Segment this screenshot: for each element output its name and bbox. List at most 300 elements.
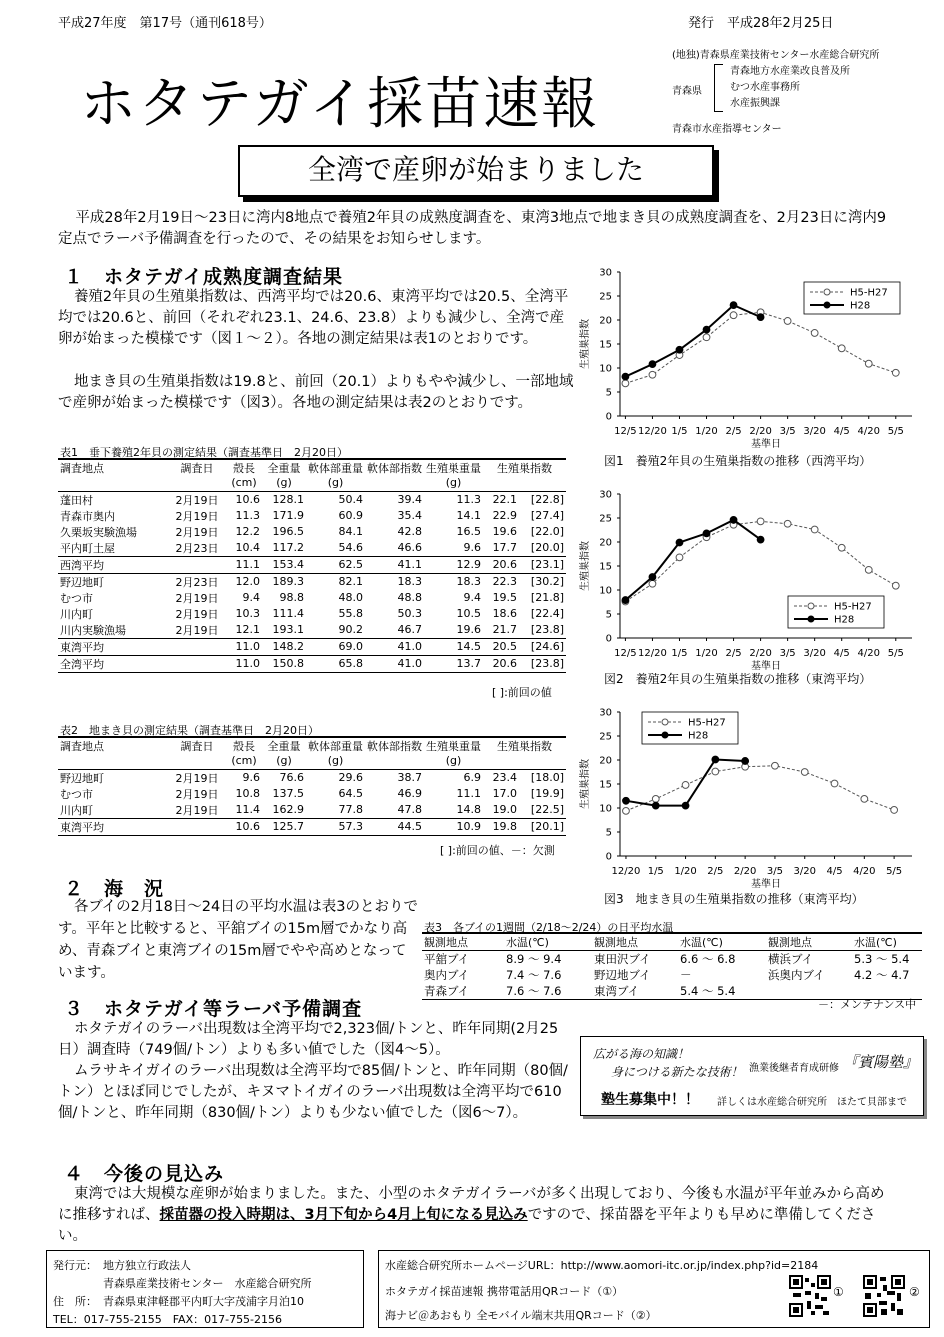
table-cell: 東湾平均 bbox=[60, 820, 104, 834]
table1-header: 調査日 bbox=[180, 462, 214, 475]
data-point bbox=[676, 554, 683, 561]
table-cell: [22.4] bbox=[530, 607, 564, 621]
x-tick-label: 1/5 bbox=[647, 866, 664, 877]
org-item: むつ水産事務所 bbox=[730, 82, 800, 93]
org-bracket bbox=[714, 64, 723, 112]
x-tick-label: 3/20 bbox=[793, 866, 816, 877]
data-point bbox=[784, 520, 791, 527]
table-cell: 18.3 bbox=[456, 575, 481, 589]
publish-date: 発行 平成28年2月25日 bbox=[688, 16, 834, 31]
section4-text-a: 東湾では大規模な産卵が始まりました。また、小型のホタテガイラーバが多く出現しており、今後も水温が平年並みから高めに推移すれば、 bbox=[58, 1186, 885, 1223]
x-tick-label: 2/5 bbox=[725, 648, 742, 659]
table-cell: 7.4 ～ 7.6 bbox=[506, 968, 562, 982]
table-cell: 65.8 bbox=[338, 657, 363, 671]
table-cell: 2月19日 bbox=[175, 771, 219, 785]
table3-caption: 表3 各ブイの1週間（2/18～2/24）の日平均水温 bbox=[424, 921, 674, 934]
y-tick-label: 25 bbox=[599, 291, 612, 303]
data-point bbox=[891, 807, 898, 814]
table-cell: 10.6 bbox=[235, 493, 260, 507]
table-cell: 20.5 bbox=[492, 640, 518, 654]
data-point bbox=[712, 756, 719, 763]
y-tick-label: 0 bbox=[605, 633, 612, 645]
table-cell: 12.2 bbox=[235, 525, 260, 539]
table3-note: －：メンテナンス中 bbox=[818, 998, 917, 1011]
table-cell: 44.5 bbox=[397, 820, 422, 834]
table-cell: 5.4 ～ 5.4 bbox=[680, 984, 736, 998]
table-cell: [23.8] bbox=[530, 657, 564, 671]
table-cell: 11.1 bbox=[235, 558, 260, 572]
table-cell: [19.9] bbox=[530, 787, 564, 801]
x-tick-label: 1/20 bbox=[695, 426, 718, 437]
x-tick-label: 2/20 bbox=[749, 648, 772, 659]
table-cell: 2月19日 bbox=[175, 803, 219, 817]
table-cell: 125.7 bbox=[272, 820, 304, 834]
table-cell: 14.1 bbox=[456, 509, 481, 523]
data-point bbox=[703, 530, 710, 537]
table2-header: 軟体部重量 bbox=[308, 740, 363, 753]
table-cell: 64.5 bbox=[338, 787, 363, 801]
table2-unit bbox=[58, 754, 168, 769]
table-cell: 蓬田村 bbox=[60, 493, 93, 507]
banner-recruit: 塾生募集中！！ bbox=[601, 1092, 699, 1108]
table-cell: 平内町土屋 bbox=[60, 541, 115, 555]
table-cell: 18.6 bbox=[492, 607, 518, 621]
table-cell: [22.0] bbox=[530, 525, 564, 539]
table-cell: 47.8 bbox=[397, 803, 422, 817]
table-cell: 46.7 bbox=[397, 623, 422, 637]
table-cell bbox=[168, 655, 226, 672]
table-cell bbox=[168, 556, 226, 573]
footer-url[interactable]: 水産総合研究所ホームページURL：http://www.aomori-itc.or.jp/index.php?id=2184 bbox=[385, 1259, 819, 1272]
table2-header: 殻長 bbox=[233, 740, 255, 753]
org-main: (地独)青森県産業技術センター水産総合研究所 bbox=[672, 50, 880, 61]
table2-note: [ ]:前回の値、－：欠測 bbox=[440, 844, 555, 857]
footer-publisher-2: 青森県産業技術センター 水産総合研究所 bbox=[103, 1277, 312, 1290]
data-point bbox=[623, 797, 630, 804]
table-cell: [23.1] bbox=[530, 558, 564, 572]
x-axis-label: 基準日 bbox=[751, 661, 781, 672]
table-cell: 13.7 bbox=[456, 657, 481, 671]
table-cell: 川内実験漁場 bbox=[60, 623, 126, 637]
table-cell: 9.6 bbox=[242, 771, 260, 785]
x-tick-label: 2/5 bbox=[707, 866, 724, 877]
table-cell: 10.9 bbox=[456, 820, 481, 834]
legend-marker bbox=[824, 289, 830, 295]
data-point bbox=[831, 780, 838, 787]
table-cell: 11.1 bbox=[456, 787, 481, 801]
x-tick-label: 2/20 bbox=[749, 426, 772, 437]
banner-contact: 詳しくは水産総合研究所 ほたて貝部まで bbox=[717, 1097, 907, 1108]
table-cell: 5.3 ～ 5.4 bbox=[854, 952, 910, 966]
data-point bbox=[757, 518, 764, 525]
table3-header: 観測地点 bbox=[768, 936, 812, 949]
chart-2-caption: 図2 養殖2年貝の生殖巣指数の推移（東湾平均） bbox=[604, 672, 872, 686]
data-point bbox=[892, 369, 899, 376]
pref-label: 青森県 bbox=[672, 86, 702, 97]
table1-header: 軟体部重量 bbox=[308, 462, 363, 475]
x-tick-label: 1/20 bbox=[674, 866, 697, 877]
table-cell: 46.9 bbox=[397, 787, 422, 801]
org-item: 水産振興課 bbox=[730, 98, 780, 109]
table1-unit: (g) bbox=[276, 476, 292, 489]
table-cell: 川内町 bbox=[60, 803, 93, 817]
data-point bbox=[838, 544, 845, 551]
table-cell: [24.6] bbox=[530, 640, 564, 654]
table-cell: 東田沢ブイ bbox=[594, 952, 651, 966]
y-tick-label: 30 bbox=[599, 267, 612, 279]
table-row bbox=[58, 769, 566, 786]
y-tick-label: 30 bbox=[599, 707, 612, 719]
footer-links-box bbox=[378, 1250, 930, 1328]
table-cell: 137.5 bbox=[272, 787, 304, 801]
x-tick-label: 3/20 bbox=[803, 426, 826, 437]
data-point bbox=[892, 582, 899, 589]
table1-unit bbox=[365, 476, 424, 491]
x-tick-label: 4/5 bbox=[833, 648, 850, 659]
table-row bbox=[58, 655, 566, 672]
x-tick-label: 5/5 bbox=[887, 648, 904, 659]
table-cell: 98.8 bbox=[279, 591, 304, 605]
data-point bbox=[622, 373, 629, 380]
chart-1-svg bbox=[578, 262, 922, 456]
table-cell: 横浜ブイ bbox=[768, 952, 813, 966]
y-axis-label: 生殖巣指数 bbox=[580, 541, 591, 591]
table-cell: 16.5 bbox=[456, 525, 481, 539]
table-row bbox=[58, 491, 566, 508]
table-cell: 11.3 bbox=[235, 509, 260, 523]
y-tick-label: 10 bbox=[599, 585, 612, 597]
table-cell: 2月19日 bbox=[175, 525, 219, 539]
x-tick-label: 4/20 bbox=[857, 426, 880, 437]
table-cell: [21.8] bbox=[530, 591, 564, 605]
table-cell: 17.0 bbox=[492, 787, 518, 801]
data-point bbox=[784, 318, 791, 325]
table-cell: 22.3 bbox=[492, 575, 518, 589]
x-tick-label: 2/5 bbox=[725, 426, 742, 437]
x-tick-label: 12/20 bbox=[638, 648, 667, 659]
x-axis-label: 基準日 bbox=[751, 439, 781, 450]
newsletter-title: ホタテガイ採苗速報 bbox=[80, 72, 600, 137]
table3-header: 水温(℃) bbox=[506, 936, 549, 949]
data-point bbox=[801, 769, 808, 776]
x-tick-label: 3/20 bbox=[803, 648, 826, 659]
section1-paragraph-2: 地まき貝の生殖巣指数は19.8と、前回（20.1）よりもやや減少し、一部地域で産卵が始まった模様です（図3）。各地の測定結果は表2のとおりです。 bbox=[58, 374, 574, 411]
table-row bbox=[58, 786, 566, 802]
table-cell: 117.2 bbox=[272, 541, 304, 555]
table-row bbox=[58, 606, 566, 622]
table-cell: 62.5 bbox=[338, 558, 363, 572]
table-cell: 22.1 bbox=[492, 493, 518, 507]
table-cell: 9.4 bbox=[242, 591, 260, 605]
data-point bbox=[712, 768, 719, 775]
table-cell: [27.4] bbox=[530, 509, 564, 523]
table-cell: むつ市 bbox=[60, 787, 93, 801]
table-cell: 11.0 bbox=[235, 657, 260, 671]
table-cell bbox=[168, 638, 226, 655]
table-cell: 48.8 bbox=[397, 591, 422, 605]
x-tick-label: 4/5 bbox=[826, 866, 843, 877]
data-point bbox=[622, 597, 629, 604]
data-point bbox=[676, 346, 683, 353]
data-point bbox=[703, 326, 710, 333]
y-tick-label: 5 bbox=[605, 387, 612, 399]
table-cell: 12.1 bbox=[235, 623, 260, 637]
table-cell: 9.6 bbox=[463, 541, 481, 555]
x-tick-label: 3/5 bbox=[779, 426, 796, 437]
data-point bbox=[652, 802, 659, 809]
qr-code-2-icon[interactable] bbox=[863, 1275, 905, 1317]
table-cell bbox=[168, 818, 226, 835]
y-tick-label: 25 bbox=[599, 731, 612, 743]
table2-unit: (g) bbox=[445, 754, 462, 767]
table-cell: 193.1 bbox=[272, 623, 304, 637]
y-tick-label: 0 bbox=[605, 411, 612, 423]
table-cell: むつ市 bbox=[60, 591, 93, 605]
table1-header: 全重量 bbox=[267, 462, 301, 475]
chart-2-svg bbox=[578, 484, 922, 678]
table-cell: 162.9 bbox=[272, 803, 304, 817]
data-point bbox=[649, 361, 656, 368]
table-cell: 14.5 bbox=[456, 640, 481, 654]
y-tick-label: 20 bbox=[599, 315, 612, 327]
data-point bbox=[652, 795, 659, 802]
table1-caption: 表1 垂下養殖2年貝の測定結果（調査基準日 2月20日） bbox=[60, 446, 348, 459]
x-tick-label: 3/5 bbox=[766, 866, 783, 877]
data-point bbox=[622, 380, 629, 387]
table1-unit: (g) bbox=[445, 476, 462, 489]
table-cell: 54.6 bbox=[338, 541, 363, 555]
org-item: 青森地方水産業改良普及所 bbox=[730, 66, 850, 77]
table-cell: 19.8 bbox=[492, 820, 518, 834]
table-cell: 19.6 bbox=[456, 623, 481, 637]
data-point bbox=[772, 762, 779, 769]
chart-figure-1 bbox=[578, 262, 922, 474]
x-tick-label: 12/5 bbox=[614, 426, 637, 437]
table2 bbox=[58, 736, 566, 836]
footer-publisher-label: 発行元： bbox=[53, 1259, 97, 1272]
legend-marker bbox=[824, 302, 830, 308]
table-cell: 野辺地町 bbox=[60, 575, 104, 589]
table-cell: 東湾ブイ bbox=[594, 984, 639, 998]
table-row bbox=[58, 508, 566, 524]
table-cell: 平舘ブイ bbox=[424, 952, 469, 966]
table-cell: [22.5] bbox=[530, 803, 564, 817]
data-point bbox=[682, 802, 689, 809]
table-cell: 69.0 bbox=[338, 640, 363, 654]
table-cell: 42.8 bbox=[397, 525, 422, 539]
table-cell: 196.5 bbox=[272, 525, 304, 539]
table-cell: 野辺地町 bbox=[60, 771, 104, 785]
table-cell: 29.6 bbox=[338, 771, 363, 785]
data-point bbox=[682, 782, 689, 789]
legend-label: H5-H27 bbox=[834, 601, 872, 613]
legend-label: H28 bbox=[834, 614, 855, 626]
table-cell: 128.1 bbox=[272, 493, 304, 507]
data-point bbox=[649, 574, 656, 581]
table-cell: 23.4 bbox=[492, 771, 518, 785]
legend-marker bbox=[808, 603, 814, 609]
data-point bbox=[742, 758, 749, 765]
section2-heading: ２ 海 況 bbox=[64, 878, 165, 900]
table-cell: 19.6 bbox=[492, 525, 518, 539]
legend-label: H28 bbox=[688, 730, 709, 742]
table1-unit: (g) bbox=[327, 476, 344, 489]
table2-unit bbox=[365, 754, 424, 769]
table-cell: 川内町 bbox=[60, 607, 93, 621]
x-tick-label: 3/5 bbox=[779, 648, 796, 659]
table-row bbox=[58, 524, 566, 540]
x-tick-label: 4/5 bbox=[833, 426, 850, 437]
table2-unit: (g) bbox=[327, 754, 344, 767]
table-cell: 20.6 bbox=[492, 657, 518, 671]
section4-emphasis: 採苗器の投入時期は、3月下旬から4月上旬になる見込み bbox=[159, 1207, 528, 1223]
section4-paragraph bbox=[58, 1184, 898, 1247]
section1-heading: １ ホタテガイ成熟度調査結果 bbox=[64, 266, 344, 288]
y-tick-label: 20 bbox=[599, 755, 612, 767]
table-cell: [20.0] bbox=[530, 541, 564, 555]
data-point bbox=[623, 807, 630, 814]
table1-unit: (cm) bbox=[231, 476, 257, 489]
table-cell: 青森市奥内 bbox=[60, 509, 115, 523]
x-tick-label: 5/5 bbox=[887, 426, 904, 437]
qr-code-1-icon[interactable] bbox=[789, 1275, 831, 1317]
table-cell: 77.8 bbox=[338, 803, 363, 817]
data-point bbox=[649, 371, 656, 378]
table-row bbox=[422, 967, 922, 983]
org-list bbox=[730, 64, 850, 112]
table-cell: 60.9 bbox=[338, 509, 363, 523]
series-line-current bbox=[625, 520, 760, 600]
legend-marker bbox=[808, 616, 814, 622]
table-cell: 6.9 bbox=[463, 771, 481, 785]
table-cell: 84.1 bbox=[338, 525, 363, 539]
x-tick-label: 12/5 bbox=[614, 648, 637, 659]
table-cell: 6.6 ～ 6.8 bbox=[680, 952, 736, 966]
table1-unit bbox=[483, 476, 566, 491]
y-axis-label: 生殖巣指数 bbox=[580, 759, 591, 809]
footer-qr1-text: ホタテガイ採苗速報 携帯電話用QRコード（①） bbox=[385, 1285, 624, 1298]
table-cell: 50.4 bbox=[338, 493, 363, 507]
table-row bbox=[58, 590, 566, 606]
legend-label: H28 bbox=[850, 300, 871, 312]
data-point bbox=[730, 517, 737, 524]
table-cell: － bbox=[680, 968, 692, 982]
table-cell: 12.0 bbox=[235, 575, 260, 589]
table1-header: 生殖巣重量 bbox=[426, 462, 481, 475]
chart-figure-3 bbox=[578, 702, 922, 912]
table-cell: 41.0 bbox=[397, 657, 422, 671]
table-cell: 7.6 ～ 7.6 bbox=[506, 984, 562, 998]
chart-1-caption: 図1 養殖2年貝の生殖巣指数の推移（西湾平均） bbox=[604, 454, 872, 468]
table2-unit bbox=[483, 754, 566, 769]
y-tick-label: 15 bbox=[599, 561, 612, 573]
section1-paragraph-1: 養殖2年貝の生殖巣指数は、西湾平均では20.6、東湾平均では20.5、全湾平均では20.6と、前回（それぞれ23.1、24.6、23.8）よりも減少し、全湾で産卵が始まった模様です（図１～２）。各地の測定結果は表1のとおりです。 bbox=[58, 289, 569, 347]
section3-paragraph-2: ムラサキイガイのラーバ出現数は全湾平均で85個/トンと、昨年同期（80個/トン）とほぼ同じでしたが、キヌマトイガイのラーバ出現数は全湾平均で610個/トンと、昨年同期（830個/トン）よりも少ない値でした（図6～7）。 bbox=[58, 1063, 568, 1121]
table1-unit bbox=[58, 476, 168, 491]
table-cell: 東湾平均 bbox=[60, 640, 104, 654]
y-tick-label: 15 bbox=[599, 339, 612, 351]
table-cell: 2月19日 bbox=[175, 607, 219, 621]
legend-label: H5-H27 bbox=[688, 717, 726, 729]
data-point bbox=[861, 795, 868, 802]
table-cell: 西湾平均 bbox=[60, 558, 104, 572]
table-row bbox=[422, 951, 922, 968]
y-tick-label: 10 bbox=[599, 363, 612, 375]
qr-code-2-mark: ② bbox=[909, 1285, 920, 1299]
banner-name: 『賓陽塾』 bbox=[843, 1053, 919, 1071]
chart-3-caption: 図3 地まき貝の生殖巣指数の推移（東湾平均） bbox=[604, 892, 864, 906]
table-cell: 19.0 bbox=[492, 803, 518, 817]
banner-line-2: 身につける新たな技術！ bbox=[611, 1065, 743, 1079]
table-cell: 浜奥内ブイ bbox=[768, 968, 825, 982]
table-cell: 奥内ブイ bbox=[424, 968, 469, 982]
data-point bbox=[757, 314, 764, 321]
series-line-normal bbox=[625, 312, 895, 383]
legend-marker bbox=[662, 719, 668, 725]
data-point bbox=[757, 536, 764, 543]
table-cell: 39.4 bbox=[397, 493, 422, 507]
data-point bbox=[865, 360, 872, 367]
table2-unit: (cm) bbox=[231, 754, 257, 767]
headline-box bbox=[238, 145, 714, 197]
table-cell: 189.3 bbox=[272, 575, 304, 589]
table-cell: 14.8 bbox=[456, 803, 481, 817]
footer-qr2-text: 海ナビ＠あおもり 全モバイル端末共用QRコード（②） bbox=[385, 1309, 657, 1322]
table-cell: 10.3 bbox=[235, 607, 260, 621]
table-row bbox=[58, 540, 566, 557]
table-cell: 4.2 ～ 4.7 bbox=[854, 968, 910, 982]
table-cell: 22.9 bbox=[492, 509, 518, 523]
series-line-current bbox=[625, 305, 760, 377]
table-cell: 20.6 bbox=[492, 558, 518, 572]
table3 bbox=[422, 932, 922, 1000]
table1-header: 殻長 bbox=[233, 462, 255, 475]
table-cell: 50.3 bbox=[397, 607, 422, 621]
table-cell: 2月23日 bbox=[175, 575, 219, 589]
data-point bbox=[811, 526, 818, 533]
table1-header: 軟体部指数 bbox=[367, 462, 422, 475]
table3-header: 水温(℃) bbox=[854, 936, 897, 949]
table-cell: 90.2 bbox=[338, 623, 363, 637]
table1-note: [ ]:前回の値 bbox=[492, 686, 552, 699]
table3-header: 水温(℃) bbox=[680, 936, 723, 949]
headline-text: 全湾で産卵が始まりました bbox=[307, 153, 644, 186]
table-cell: 10.8 bbox=[235, 787, 260, 801]
data-point bbox=[676, 539, 683, 546]
table-row bbox=[58, 802, 566, 819]
x-tick-label: 1/5 bbox=[671, 426, 688, 437]
x-tick-label: 2/20 bbox=[733, 866, 757, 877]
table-cell: 11.0 bbox=[235, 640, 260, 654]
table2-header: 生殖巣重量 bbox=[426, 740, 481, 753]
table-cell: [23.8] bbox=[530, 623, 564, 637]
table2-unit bbox=[168, 754, 226, 769]
table-cell: 148.2 bbox=[272, 640, 304, 654]
table1 bbox=[58, 458, 566, 673]
table-cell: 41.0 bbox=[397, 640, 422, 654]
table-cell: 2月19日 bbox=[175, 623, 219, 637]
footer-tel: TEL：017-755-2155 FAX：017-755-2156 bbox=[53, 1313, 283, 1326]
table1-header: 生殖巣指数 bbox=[497, 462, 552, 475]
y-tick-label: 10 bbox=[599, 803, 612, 815]
data-point bbox=[730, 302, 737, 309]
y-axis-label: 生殖巣指数 bbox=[580, 319, 591, 369]
table-cell: [18.0] bbox=[530, 771, 564, 785]
table-cell: 2月19日 bbox=[175, 591, 219, 605]
x-tick-label: 12/20 bbox=[638, 426, 667, 437]
footer-publisher-1: 地方独立行政法人 bbox=[103, 1259, 191, 1272]
table-cell: 久栗坂実験漁場 bbox=[60, 525, 137, 539]
